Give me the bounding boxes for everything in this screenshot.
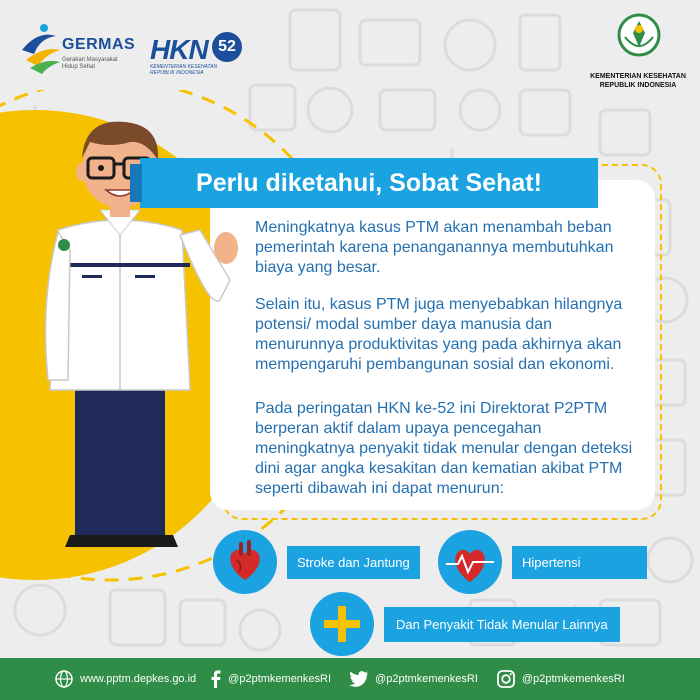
disease-badge-lainnya (310, 592, 620, 656)
hkn-logo: HKN (150, 34, 208, 65)
globe-icon (54, 669, 74, 689)
instagram-handle: @p2ptmkemenkesRI (521, 673, 625, 685)
heart-icon (213, 530, 277, 594)
page-title: Perlu diketahui, Sobat Sehat! (196, 168, 542, 197)
website-text: www.pptm.depkes.go.id (80, 673, 197, 685)
germas-name: GERMAS (62, 36, 136, 53)
footer-bar (0, 658, 700, 700)
twitter-handle: @p2ptmkemenkesRI (375, 673, 478, 685)
heart-pulse-icon (438, 530, 502, 594)
twitter-icon (349, 671, 369, 687)
disease-label: Hipertensi (512, 546, 647, 579)
facebook-handle: @p2ptmkemenkesRI (228, 673, 332, 685)
bakti-husada-emblem-icon (617, 13, 661, 65)
heading-banner (140, 158, 598, 208)
kemenkes-name: KEMENTERIAN KESEHATAN REPUBLIK INDONESIA (590, 73, 686, 89)
instagram-icon (496, 669, 516, 689)
paragraph-2: Selain itu, kasus PTM juga menyebabkan hilangnya potensi/ modal sumber daya manusia dan menurunnya produktivitas yang pada akhirnya akan mempengaruhi pembangunan sosial dan ekonomi. (255, 296, 623, 373)
germas-subtitle: Gerakan Masyarakat Hidup Sehat (62, 57, 118, 70)
footer-facebook[interactable] (208, 670, 331, 688)
facebook-icon (208, 670, 222, 688)
disease-label: Stroke dan Jantung (287, 546, 420, 579)
plus-icon (310, 592, 374, 656)
footer-instagram[interactable] (496, 669, 625, 689)
hkn-subtitle: KEMENTERIAN KESEHATAN REPUBLIK INDONESIA (150, 64, 218, 76)
disease-badge-stroke (213, 530, 420, 594)
footer-twitter[interactable] (349, 671, 478, 687)
footer-website[interactable] (54, 669, 196, 689)
disease-label: Dan Penyakit Tidak Menular Lainnya (384, 607, 620, 642)
paragraph-1: Meningkatnya kasus PTM akan menambah beban pemerintah karena penanganannya membutuhkan biaya yang besar. (255, 219, 614, 276)
paragraph-3: Pada peringatan HKN ke-52 ini Direktorat P2PTM berperan aktif dalam upaya pencegahan meningkatnya penyakit tidak menular dengan deteksi dini agar angka kesakitan dan kematian akibat PTM seperti dibawah ini dapat menurun: (255, 400, 633, 497)
disease-badge-hipertensi (438, 530, 647, 594)
hkn-number-badge: 52 (212, 32, 242, 62)
